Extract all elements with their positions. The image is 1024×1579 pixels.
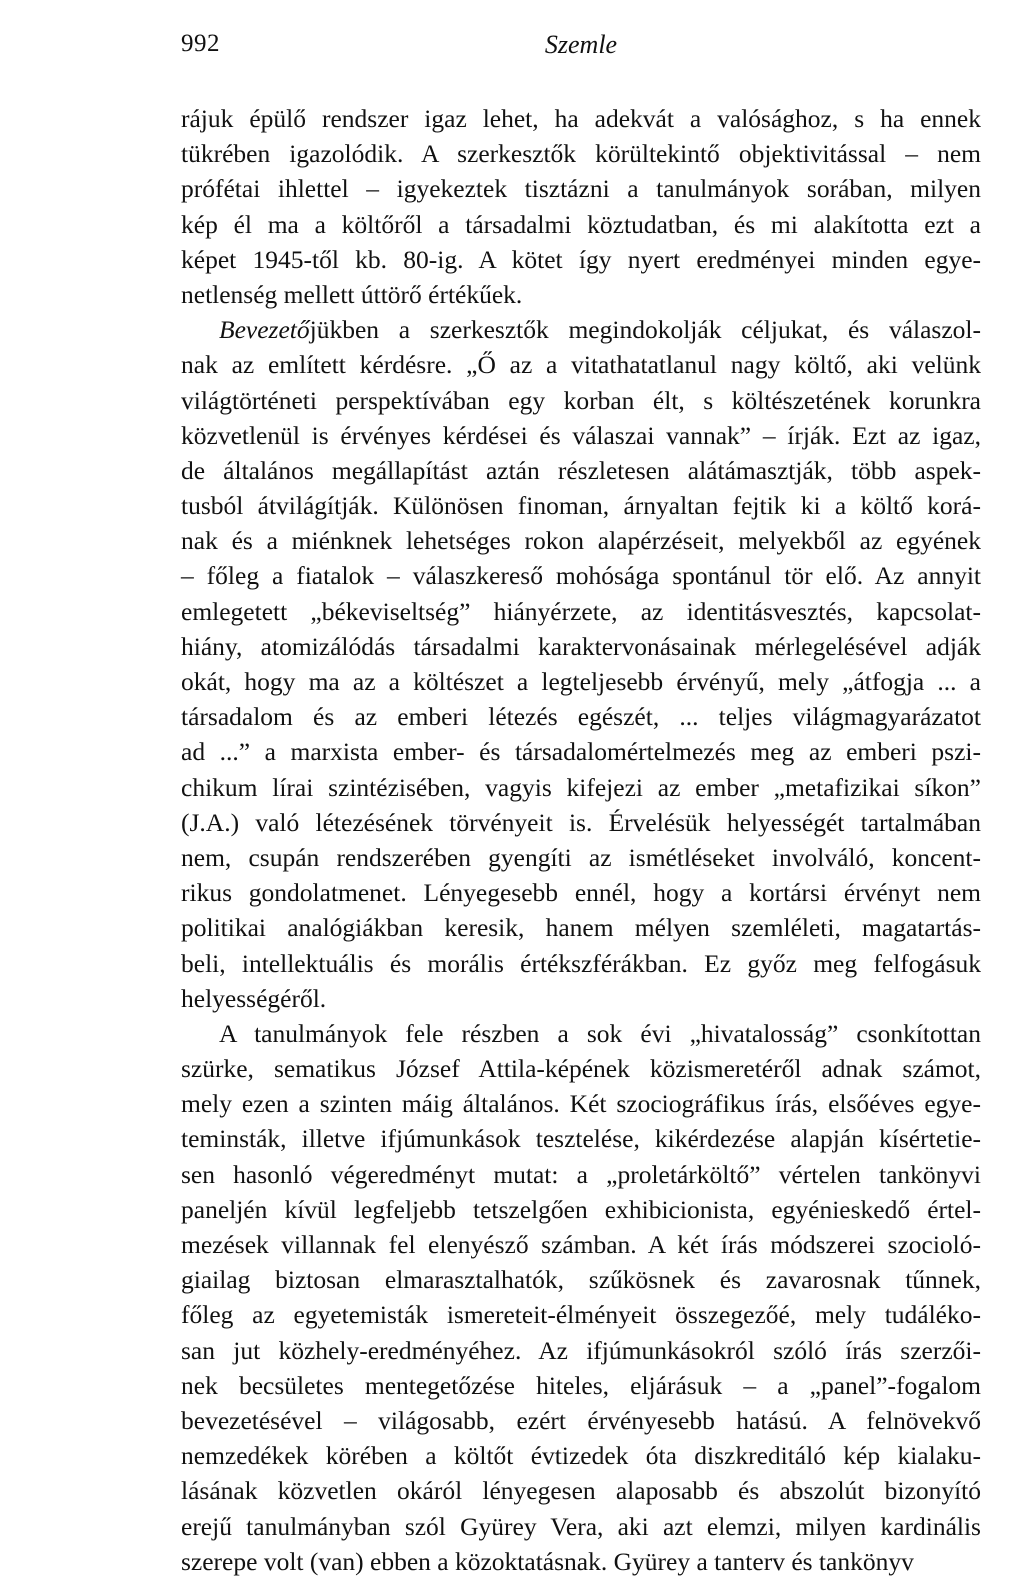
text-line bbox=[181, 840, 981, 875]
line-text: kép él ma a költőről a társadalmi köztudatban, és mi alakította ezt a bbox=[181, 209, 981, 239]
text-line bbox=[181, 453, 981, 488]
text-line bbox=[181, 699, 981, 734]
running-head bbox=[181, 30, 981, 66]
text-line bbox=[181, 734, 981, 769]
line-text: chikum lírai szintézisében, vagyis kifejezi az ember „metafizikai síkon” bbox=[181, 772, 981, 802]
text-line bbox=[181, 1016, 981, 1051]
text-line bbox=[181, 664, 981, 699]
line-text: jükben a szerkesztők megindokolják céljukat, és válaszol- bbox=[309, 315, 981, 345]
line-text: san jut közhely-eredményéhez. Az ifjúmunkásokról szóló írás szerzői- bbox=[181, 1335, 981, 1365]
line-text: világtörténeti perspektívában egy korban élt, s költészetének korunkra bbox=[181, 385, 981, 415]
text-line bbox=[181, 946, 981, 981]
text-line bbox=[181, 1544, 981, 1579]
line-text: ad ...” a marxista ember- és társadalomértelmezés meg az emberi pszi- bbox=[181, 737, 981, 767]
text-line bbox=[181, 1262, 981, 1297]
line-text: erejű tanulmányban szól Gyürey Vera, aki azt elemzi, milyen kardinális bbox=[181, 1511, 981, 1541]
text-line bbox=[181, 1121, 981, 1156]
line-text: lásának közvetlen okáról lényegesen alaposabb és abszolút bizonyító bbox=[181, 1476, 981, 1506]
line-text: mezések villannak fel elenyésző számban. A két írás módszerei szocioló- bbox=[181, 1230, 981, 1259]
text-line bbox=[181, 805, 981, 840]
text-line bbox=[181, 136, 981, 171]
line-text: rikus gondolatmenet. Lényegesebb ennél, hogy a kortársi érvényt nem bbox=[181, 878, 981, 908]
line-text: sen hasonló végeredményt mutat: a „proletárköltő” vértelen tankönyvi bbox=[181, 1159, 981, 1189]
line-text: főleg az egyetemisták ismereteit-élményeit összegezőé, mely tudáléko- bbox=[181, 1300, 981, 1330]
line-text: bevezetésével – világosabb, ezért érvényesebb hatású. A felnövekvő bbox=[181, 1405, 981, 1435]
text-line bbox=[181, 418, 981, 453]
line-text: prófétai ihlettel – igyekeztek tisztázni a tanulmányok sorában, milyen bbox=[181, 174, 981, 204]
line-text: szürke, sematikus József Attila-képének közismeretéről adnak számot, bbox=[181, 1054, 981, 1084]
line-text: hiány, atomizálódás társadalmi karaktervonásainak mérlegelésével adják bbox=[181, 631, 981, 661]
text-line bbox=[181, 629, 981, 664]
line-text: közvetlenül is érvényes kérdései és válaszai vannak” – írják. Ezt az igaz, bbox=[181, 420, 981, 450]
line-text: – főleg a fiatalok – válaszkereső mohósága spontánul tör elő. Az annyit bbox=[181, 561, 981, 591]
text-line bbox=[181, 910, 981, 945]
text-line bbox=[181, 312, 981, 347]
text-line bbox=[181, 558, 981, 593]
text-line bbox=[181, 101, 981, 136]
line-text: okát, hogy ma az a költészet a legteljesebb érvényű, mely „átfogja ... a bbox=[181, 667, 981, 696]
section-title: Szemle bbox=[544, 30, 618, 59]
line-text: tusból átvilágítják. Különösen finoman, árnyaltan fejtik ki a költő korá- bbox=[181, 491, 981, 521]
body-text bbox=[181, 101, 981, 1579]
line-text: szerepe volt (van) ebben a közoktatásnak. Gyürey a tanterv és tankönyv bbox=[181, 1546, 914, 1576]
text-line bbox=[181, 1297, 981, 1332]
text-line bbox=[181, 1051, 981, 1086]
text-line bbox=[181, 488, 981, 523]
text-line bbox=[181, 1473, 981, 1508]
text-line bbox=[181, 1368, 981, 1403]
text-line bbox=[181, 1438, 981, 1473]
line-text: nak az említett kérdésre. „Ő az a vitathatatlanul nagy költő, aki velünk bbox=[181, 350, 981, 380]
text-line bbox=[181, 1086, 981, 1121]
text-line bbox=[181, 1509, 981, 1544]
text-line bbox=[181, 875, 981, 910]
line-text: rájuk épülő rendszer igaz lehet, ha adekvát a valósághoz, s ha ennek bbox=[181, 104, 981, 133]
text-line bbox=[181, 383, 981, 418]
italic-term: Bevezető bbox=[219, 315, 310, 345]
line-text: tükrében igazolódik. A szerkesztők körültekintő objektivitással – nem bbox=[181, 139, 981, 169]
line-text: nemzedékek körében a költőt évtizedek óta diszkreditáló kép kialaku- bbox=[181, 1441, 981, 1471]
line-text: paneljén kívül legfeljebb tetszelgően exhibicionista, egyénieskedő értel- bbox=[181, 1194, 981, 1224]
text-line bbox=[181, 1157, 981, 1192]
line-text: mely ezen a szinten máig általános. Két szociográfikus írás, elsőéves egye- bbox=[181, 1089, 981, 1119]
line-text: teminsták, illetve ifjúmunkások tesztelése, kikérdezése alapján kísértetie- bbox=[181, 1124, 981, 1154]
text-line bbox=[181, 1192, 981, 1227]
text-line bbox=[181, 347, 981, 382]
line-text: emlegetett „békeviseltség” hiányérzete, az identitásvesztés, kapcsolat- bbox=[181, 596, 981, 626]
text-line bbox=[181, 171, 981, 206]
text-line bbox=[181, 1227, 981, 1262]
text-line bbox=[181, 1333, 981, 1368]
page-number: 992 bbox=[181, 30, 220, 57]
text-line bbox=[181, 207, 981, 242]
text-line bbox=[181, 1403, 981, 1438]
line-text: nek becsületes mentegetőzése hiteles, eljárásuk – a „panel”-fogalom bbox=[181, 1370, 981, 1400]
line-text: netlenség mellett úttörő értékűek. bbox=[181, 279, 523, 309]
text-line bbox=[181, 277, 981, 312]
text-line bbox=[181, 770, 981, 805]
line-text: politikai analógiákban keresik, hanem mélyen szemléleti, magatartás- bbox=[181, 913, 981, 943]
line-text: beli, intellektuális és morális értékszférákban. Ez győz meg felfogásuk bbox=[181, 948, 981, 978]
line-text: képet 1945-től kb. 80-ig. A kötet így nyert eredményei minden egye- bbox=[181, 244, 981, 274]
line-text: helyességéről. bbox=[181, 983, 327, 1013]
line-text: giailag biztosan elmarasztalhatók, szűkösnek és zavarosnak tűnnek, bbox=[181, 1265, 981, 1295]
line-text: társadalom és az emberi létezés egészét, ... teljes világmagyarázatot bbox=[181, 702, 981, 732]
line-text: (J.A.) való létezésének törvényeit is. Érvelésük helyességét tartalmában bbox=[181, 807, 981, 837]
line-text: de általános megállapítást aztán részletesen alátámasztják, több aspek- bbox=[181, 455, 981, 485]
line-text: nak és a miénknek lehetséges rokon alapérzéseit, melyekből az egyének bbox=[181, 526, 981, 556]
text-line bbox=[181, 523, 981, 558]
line-text: A tanulmányok fele részben a sok évi „hivatalosság” csonkítottan bbox=[219, 1018, 981, 1048]
text-line bbox=[181, 981, 981, 1016]
text-line bbox=[181, 594, 981, 629]
text-line bbox=[181, 242, 981, 277]
line-text: nem, csupán rendszerében gyengíti az ismétléseket involváló, koncent- bbox=[181, 842, 981, 872]
